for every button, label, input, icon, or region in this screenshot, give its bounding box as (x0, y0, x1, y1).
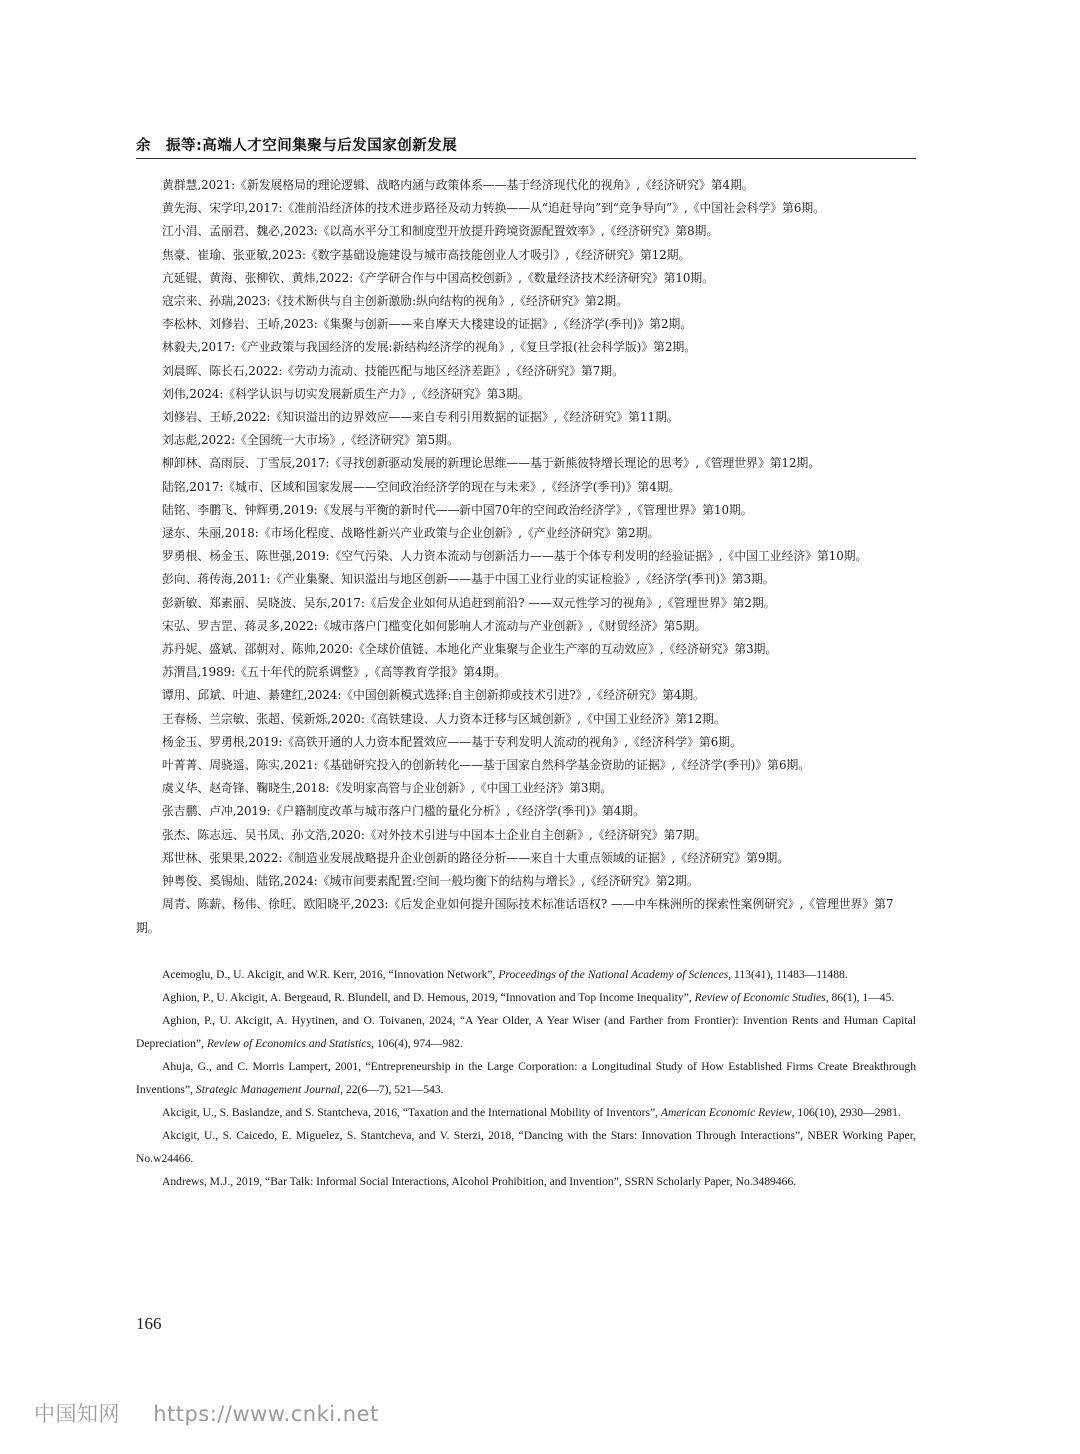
page-number: 166 (136, 1314, 162, 1333)
reference-item: 黄先海、宋学印,2017:《准前沿经济体的技术进步路径及动力转换——从“追赶导向”到“竞争导向”》,《中国社会科学》第6期。 (162, 201, 825, 216)
reference-item: 焦豪、崔瑜、张亚敏,2023:《数字基础设施建设与城市高技能创业人才吸引》,《经济研究》第12期。 (162, 247, 691, 262)
reference-item (136, 1101, 916, 1124)
reference-authors-title: Acemoglu, D., U. Akcigit, and W.R. Kerr, 2016, “Innovation Network”, (162, 968, 499, 981)
reference-item: 苏渭昌,1989:《五十年代的院系调整》,《高等教育学报》第4期。 (162, 665, 506, 680)
reference-item: 王春杨、兰宗敏、张超、侯新烁,2020:《高铁建设、人力资本迁移与区域创新》,《中国工业经济》第12期。 (162, 711, 726, 726)
reference-item (136, 1009, 916, 1055)
reference-item: 彭向、蒋传海,2011:《产业集聚、知识溢出与地区创新——基于中国工业行业的实证检验》,《经济学(季刊)》第3期。 (162, 572, 775, 587)
reference-item: 苏丹妮、盛斌、邵朝对、陈帅,2020:《全球价值链、本地化产业集聚与企业生产率的互动效应》,《经济研究》第3期。 (162, 642, 778, 657)
reference-item: 李松林、刘修岩、王峤,2023:《集聚与创新——来自摩天大楼建设的证据》,《经济学(季刊)》第2期。 (162, 317, 693, 332)
reference-item: 郑世林、张果果,2022:《制造业发展战略提升企业创新的路径分析——来自十大重点领域的证据》,《经济研究》第9期。 (162, 850, 790, 865)
reference-volume-pages: , 106(10), 2930—2981. (791, 1106, 901, 1119)
reference-item: 刘晨晖、陈长石,2022:《劳动力流动、技能匹配与地区经济差距》,《经济研究》第7期。 (162, 363, 624, 378)
reference-item: 张吉鹏、卢冲,2019:《户籍制度改革与城市落户门槛的量化分析》,《经济学(季刊)》第4期。 (162, 804, 645, 819)
header-rule (136, 158, 916, 159)
chinese-references (136, 174, 916, 940)
reference-volume-pages: , 22(6—7), 521—543. (340, 1083, 444, 1096)
running-header: 余 振等:高端人才空间集聚与后发国家创新发展 (136, 138, 458, 154)
reference-item (136, 1170, 916, 1193)
reference-authors-title: Aghion, P., U. Akcigit, A. Bergeaud, R. Blundell, and D. Hemous, 2019, “Innovation and Top Income Inequality”, (162, 991, 695, 1004)
reference-item: 寇宗来、孙瑞,2023:《技术断供与自主创新激励:纵向结构的视角》,《经济研究》第2期。 (162, 294, 628, 309)
reference-item: 逯东、朱丽,2018:《市场化程度、战略性新兴产业政策与企业创新》,《产业经济研究》第2期。 (162, 526, 660, 541)
reference-item: 张杰、陈志远、吴书凤、孙文浩,2020:《对外技术引进与中国本土企业自主创新》,《经济研究》第7期。 (162, 827, 707, 842)
reference-item (136, 986, 916, 1009)
reference-item (136, 1124, 916, 1170)
reference-item: 宋弘、罗吉罡、蒋灵多,2022:《城市落户门槛变化如何影响人才流动与产业创新》,《财贸经济》第5期。 (162, 618, 707, 633)
reference-item: 刘修岩、王峤,2022:《知识溢出的边界效应——来自专利引用数据的证据》,《经济研究》第11期。 (162, 410, 679, 425)
reference-item: 黄群慧,2021:《新发展格局的理论逻辑、战略内涵与政策体系——基于经济现代化的视角》,《经济研究》第4期。 (162, 178, 754, 192)
reference-item: 陆铭,2017:《城市、区域和国家发展——空间政治经济学的现在与未来》,《经济学(季刊)》第4期。 (162, 479, 681, 494)
reference-journal: American Economic Review (660, 1106, 792, 1119)
reference-item (136, 1055, 916, 1101)
reference-authors-title: Ahuja, G., and C. Morris Lampert, 2001, “Entrepreneurship in the Large Corporation: a Longitudinal Study of How Established Firms Create Breakthrough Inventions”, (136, 1060, 916, 1096)
reference-journal: Review of Economics and Statistics (206, 1037, 372, 1050)
reference-volume-pages: , 106(4), 974—982. (371, 1037, 463, 1050)
reference-item: 罗勇根、杨金玉、陈世强,2019:《空气污染、人力资本流动与创新活力——基于个体专利发明的经验证据》,《中国工业经济》第10期。 (162, 549, 868, 564)
reference-item: 刘志彪,2022:《全国统一大市场》,《经济研究》第5期。 (162, 433, 459, 448)
reference-journal: Proceedings of the National Academy of Sciences (498, 968, 729, 981)
reference-item: 虞义华、赵奇锋、鞠晓生,2018:《发明家高管与企业创新》,《中国工业经济》第3期。 (162, 781, 613, 796)
cnki-logo: 中国知网 (34, 1402, 120, 1426)
reference-item: 柳卸林、高雨辰、丁雪辰,2017:《寻找创新驱动发展的新理论思维——基于新熊彼特增长理论的思考》,《管理世界》第12期。 (162, 456, 821, 471)
watermark (34, 1398, 379, 1428)
reference-item: 林毅夫,2017:《产业政策与我国经济的发展:新结构经济学的视角》,《复旦学报(社会科学版)》第2期。 (162, 340, 697, 355)
reference-item: 谭用、邱斌、叶迪、綦建红,2024:《中国创新模式选择:自主创新抑或技术引进?》,《经济研究》第4期。 (162, 688, 705, 703)
reference-volume-pages: , 113(41), 11483—11488. (728, 968, 848, 981)
reference-authors-title: Akcigit, U., S. Caicedo, E. Miguelez, S. Stantcheva, and V. Sterzi, 2018, “Dancing with the Stars: Innovation Through Interactions”, NBER Working Paper, No.w24466. (136, 1129, 916, 1165)
reference-authors-title: Akcigit, U., S. Baslandze, and S. Stantcheva, 2016, “Taxation and the International Mobility of Inventors”, (162, 1106, 661, 1119)
reference-item: 彭新敏、郑素丽、吴晓波、吴东,2017:《后发企业如何从追赶到前沿? ——双元性学习的视角》,《管理世界》第2期。 (162, 595, 776, 610)
reference-item: 钟粤俊、奚锡灿、陆铭,2024:《城市间要素配置:空间一般均衡下的结构与增长》,《经济研究》第2期。 (162, 874, 699, 889)
reference-authors-title: Aghion, P., U. Akcigit, A. Hyytinen, and O. Toivanen, 2024, “A Year Older, A Year Wiser (and Farther from Frontier): Invention Rents and Human Capital Depreciation”, (136, 1014, 916, 1050)
reference-item: 陆铭、李鹏飞、钟辉勇,2019:《发展与平衡的新时代——新中国70年的空间政治经济学》,《管理世界》第10期。 (162, 502, 753, 517)
english-references (136, 963, 916, 1193)
cnki-url: https://www.cnki.net (153, 1402, 379, 1426)
reference-item: 刘伟,2024:《科学认识与切实发展新质生产力》,《经济研究》第3期。 (162, 386, 530, 401)
reference-authors-title: Andrews, M.J., 2019, “Bar Talk: Informal Social Interactions, Alcohol Prohibition, and Invention”, SSRN Scholarly Paper, No.3489466. (162, 1175, 797, 1188)
reference-item: 周青、陈薪、杨伟、徐旺、欧阳晓平,2023:《后发企业如何提升国际技术标准话语权? ——中车株洲所的探索性案例研究》,《管理世界》第7期。 (136, 897, 894, 935)
reference-volume-pages: , 86(1), 1—45. (825, 991, 895, 1004)
reference-journal: Review of Economic Studies (694, 991, 826, 1004)
reference-item: 叶菁菁、周骁遥、陈实,2021:《基础研究投入的创新转化——基于国家自然科学基金资助的证据》,《经济学(季刊)》第6期。 (162, 758, 811, 773)
reference-item (136, 963, 916, 986)
reference-item: 亢延锟、黄海、张柳钦、黄炜,2022:《产学研合作与中国高校创新》,《数量经济技术经济研究》第10期。 (162, 270, 714, 285)
reference-item: 江小涓、孟丽君、魏必,2023:《以高水平分工和制度型开放提升跨境资源配置效率》,《经济研究》第8期。 (162, 224, 719, 239)
reference-item: 杨金玉、罗勇根,2019:《高铁开通的人力资本配置效应——基于专利发明人流动的视角》,《经济科学》第6期。 (162, 734, 742, 749)
reference-journal: Strategic Management Journal (195, 1083, 341, 1096)
